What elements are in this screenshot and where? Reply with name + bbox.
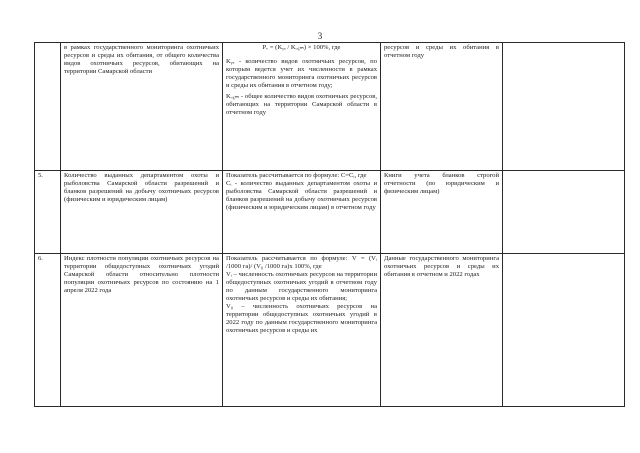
data-source-text: ресурсов и среды их обитания в отчетном году <box>384 44 499 60</box>
formula-definition: Cᵢ - количество выданных департаментом охоты и рыболовства Самарской области разрешений и бланков разрешений на добычу охотничьих ресурсов (физическим и юридическим лицам) в отчетном году <box>226 180 377 212</box>
page-number: 3 <box>317 31 323 41</box>
row-number <box>35 43 61 171</box>
indicator-name: Количество выданных департаментом охоты и рыболовства Самарской области разрешений и бланков разрешений на добычу охотничьих ресурсов (физическим и юридическим лицам) <box>61 171 223 254</box>
calculation-method <box>223 43 381 171</box>
formula-definition: Kᵧₓ - количество видов охотничьих ресурсов, по которым ведется учет их численности в рамках государственного мониторинга охотничьих ресурсов и среды их обитания в отчетном году; <box>226 58 377 90</box>
data-source-text: Данные государственного мониторинга охотничьих ресурсов и среды их обитания в отчетном и 2022 годах <box>384 255 499 279</box>
table-row <box>35 171 625 254</box>
data-source <box>381 171 503 254</box>
empty-cell <box>503 171 625 254</box>
empty-cell <box>503 254 625 407</box>
calculation-method <box>223 171 381 254</box>
row-number: 6. <box>35 254 61 407</box>
formula-definition: Kₒ₆ₘ - общее количество видов охотничьих ресурсов, обитающих на территории Самарской области в отчетном году <box>226 93 377 117</box>
indicator-name: Индекс плотности популяции охотничьих ресурсов на территории общедоступных охотничьих угодий Самарской области относительно плотности популяции охотничьих ресурсов по состоянию на 1 апреля 2022 года <box>61 254 223 407</box>
indicator-table <box>34 42 625 407</box>
calculation-method <box>223 254 381 407</box>
data-source-text: Книги учета бланков строгой отчетности (по юридическим и физическим лицам) <box>384 172 499 196</box>
formula: Показатель рассчитывается по формуле: C=Cᵢ, где <box>226 172 367 179</box>
formula-definition: V₀ – численность охотничьих ресурсов на территории общедоступных охотничьих угодий в 2022 году по данным государственного мониторинга охотничьих ресурсов и среды их <box>226 303 377 335</box>
table-row <box>35 254 625 407</box>
table-row <box>35 43 625 171</box>
formula: Показатель рассчитывается по формуле: V = (Vᵢ /1000 га)/ (V₀ /1000 га)х 100%, где <box>226 255 377 271</box>
empty-cell <box>503 43 625 171</box>
formula-definition: Vᵢ – численность охотничьих ресурсов на территории общедоступных охотничьих угодий в отчетном году по данным государственного мониторинга охотничьих ресурсов и среды их обитания; <box>226 271 377 303</box>
data-source <box>381 254 503 407</box>
row-number: 5. <box>35 171 61 254</box>
data-source <box>381 43 503 171</box>
indicator-name: в рамках государственного мониторинга охотничьих ресурсов и среды их обитания, от общего количества видов охотничьих ресурсов, обитающих на территории Самарской области <box>61 43 223 171</box>
formula: Pᵥ = (Kᵧₓ / Kₒ₆ₘ) × 100%, где <box>262 44 341 51</box>
